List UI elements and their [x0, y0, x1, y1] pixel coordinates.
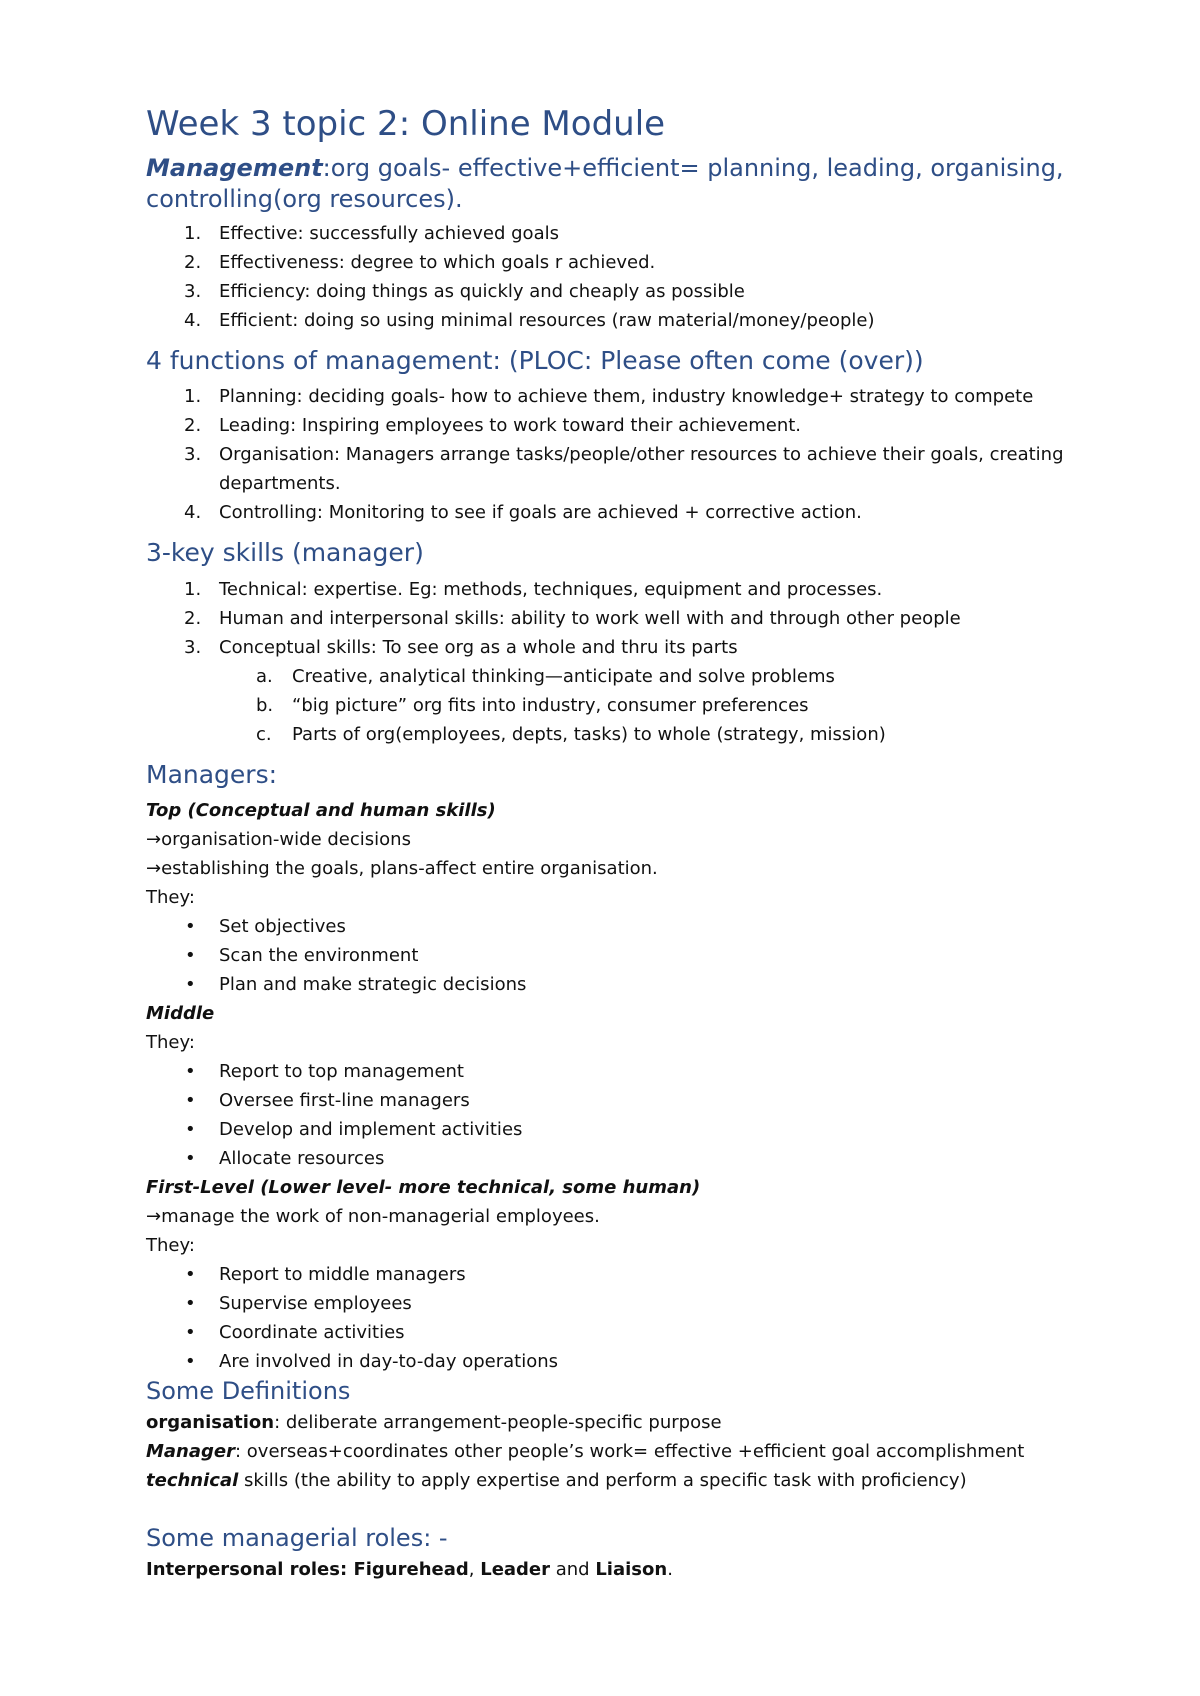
bullet-marker: • — [185, 973, 196, 995]
management-term: Management — [146, 153, 323, 182]
managers-heading: Managers: — [146, 759, 278, 789]
list-item-text: Efficient: doing so using minimal resources (raw material/money/people) — [219, 310, 875, 332]
list-item — [146, 382, 1066, 411]
management-list — [146, 219, 1066, 335]
list-number: 1. — [184, 223, 202, 245]
definition-text: skills (the ability to apply expertise and perform a specific task with proficiency) — [238, 1469, 967, 1491]
list-item-text: Controlling: Monitoring to see if goals are achieved + corrective action. — [219, 502, 862, 524]
middle-they: They: — [146, 1031, 195, 1053]
top-managers-label: Top (Conceptual and human skills) — [146, 799, 496, 821]
list-item-text: Creative, analytical thinking—anticipate and solve problems — [292, 665, 835, 687]
list-number: 4. — [184, 502, 202, 524]
skills-heading: 3-key skills (manager) — [146, 538, 424, 568]
interpersonal-roles — [146, 1555, 1066, 1584]
list-number: 4. — [184, 310, 202, 332]
sub-list-item — [146, 662, 1066, 691]
definition-text: : overseas+coordinates other people’s work= effective +efficient goal accomplishment — [235, 1440, 1025, 1462]
list-item-text: Leading: Inspiring employees to work toward their achievement. — [219, 415, 802, 437]
list-item — [146, 1086, 1066, 1115]
definition-term: Manager — [146, 1440, 235, 1462]
top-note: →establishing the goals, plans-affect entire organisation. — [146, 857, 658, 879]
definition-text: : deliberate arrangement-people-specific purpose — [274, 1411, 722, 1433]
functions-heading: 4 functions of management: (PLOC: Please often come (over)) — [146, 346, 924, 376]
definition-technical — [146, 1466, 1066, 1495]
roles-end: . — [667, 1558, 673, 1580]
spacer — [146, 1495, 1066, 1523]
middle-managers-label: Middle — [146, 1002, 215, 1024]
list-item — [146, 941, 1066, 970]
top-they: They: — [146, 886, 195, 908]
top-bullets — [146, 912, 1066, 999]
list-item-text: Plan and make strategic decisions — [219, 973, 527, 995]
list-item-text: Coordinate activities — [219, 1321, 405, 1343]
first-level-managers-label: First-Level (Lower level- more technical, some human) — [146, 1176, 701, 1198]
definition-manager — [146, 1437, 1066, 1466]
roles-label: Interpersonal roles: Figurehead — [146, 1558, 469, 1580]
role-leader: Leader — [480, 1558, 551, 1580]
bullet-marker: • — [185, 1292, 196, 1314]
list-letter: c. — [256, 723, 272, 745]
list-number: 2. — [184, 607, 202, 629]
list-number: 1. — [184, 386, 202, 408]
list-number: 3. — [184, 281, 202, 303]
list-item — [146, 1260, 1066, 1289]
list-item-text: Conceptual skills: To see org as a whole and thru its parts — [219, 636, 738, 658]
top-note: →organisation-wide decisions — [146, 828, 411, 850]
role-liaison: Liaison — [595, 1558, 668, 1580]
list-letter: b. — [256, 694, 274, 716]
definition-organisation — [146, 1408, 1066, 1437]
list-item — [146, 1057, 1066, 1086]
bullet-marker: • — [185, 1321, 196, 1343]
bullet-marker: • — [185, 1118, 196, 1140]
list-item — [146, 411, 1066, 440]
bullet-marker: • — [185, 1350, 196, 1372]
list-item — [146, 498, 1066, 527]
first-note: →manage the work of non-managerial employees. — [146, 1205, 600, 1227]
list-item-text: Scan the environment — [219, 944, 419, 966]
list-item — [146, 633, 1066, 662]
list-item — [146, 912, 1066, 941]
management-text: :org goals- effective+efficient= planning, leading, organising, controlling(org resources). — [146, 153, 1064, 213]
list-item-text: Organisation: Managers arrange tasks/people/other resources to achieve their goals, creating departments. — [219, 444, 1064, 495]
bullet-marker: • — [185, 1060, 196, 1082]
list-item — [146, 575, 1066, 604]
first-bullets — [146, 1260, 1066, 1376]
list-item-text: Parts of org(employees, depts, tasks) to whole (strategy, mission) — [292, 723, 886, 745]
list-item-text: Effectiveness: degree to which goals r achieved. — [219, 252, 656, 274]
bullet-marker: • — [185, 1089, 196, 1111]
definitions-heading: Some Definitions — [146, 1376, 351, 1405]
list-item — [146, 440, 1066, 498]
first-they: They: — [146, 1234, 195, 1256]
roles-heading: Some managerial roles: - — [146, 1523, 448, 1552]
list-item-text: Technical: expertise. Eg: methods, techniques, equipment and processes. — [219, 578, 883, 600]
list-item — [146, 1318, 1066, 1347]
definition-term: technical — [146, 1469, 239, 1491]
sub-list-item — [146, 691, 1066, 720]
list-item-text: “big picture” org fits into industry, consumer preferences — [292, 694, 809, 716]
functions-list — [146, 382, 1066, 527]
list-item-text: Human and interpersonal skills: ability to work well with and through other people — [219, 607, 961, 629]
list-item-text: Are involved in day-to-day operations — [219, 1350, 559, 1372]
list-number: 3. — [184, 444, 202, 466]
list-item — [146, 1115, 1066, 1144]
page-title: Week 3 topic 2: Online Module — [146, 104, 666, 144]
list-number: 3. — [184, 636, 202, 658]
list-item — [146, 306, 1066, 335]
bullet-marker: • — [185, 1263, 196, 1285]
bullet-marker: • — [185, 915, 196, 937]
list-item-text: Allocate resources — [219, 1147, 385, 1169]
middle-bullets — [146, 1057, 1066, 1173]
bullet-marker: • — [185, 944, 196, 966]
list-item — [146, 604, 1066, 633]
bullet-marker: • — [185, 1147, 196, 1169]
document-page — [146, 104, 1066, 1584]
list-item — [146, 1144, 1066, 1173]
list-item — [146, 1347, 1066, 1376]
list-number: 1. — [184, 578, 202, 600]
list-item — [146, 970, 1066, 999]
skills-list — [146, 575, 1066, 749]
list-item — [146, 277, 1066, 306]
management-definition — [146, 153, 1066, 215]
list-item-text: Report to middle managers — [219, 1263, 466, 1285]
definition-term: organisation — [146, 1411, 275, 1433]
list-item — [146, 248, 1066, 277]
list-item-text: Effective: successfully achieved goals — [219, 223, 559, 245]
list-number: 2. — [184, 415, 202, 437]
list-item-text: Efficiency: doing things as quickly and cheaply as possible — [219, 281, 745, 303]
list-item-text: Set objectives — [219, 915, 346, 937]
list-item-text: Planning: deciding goals- how to achieve them, industry knowledge+ strategy to compete — [219, 386, 1034, 408]
sub-list-item — [146, 720, 1066, 749]
list-item-text: Supervise employees — [219, 1292, 412, 1314]
list-item-text: Report to top management — [219, 1060, 464, 1082]
list-letter: a. — [256, 665, 273, 687]
list-item-text: Develop and implement activities — [219, 1118, 523, 1140]
list-item — [146, 1289, 1066, 1318]
list-number: 2. — [184, 252, 202, 274]
list-item-text: Oversee first-line managers — [219, 1089, 470, 1111]
list-item — [146, 219, 1066, 248]
roles-separator: , — [468, 1558, 481, 1580]
roles-conjunction: and — [550, 1558, 596, 1580]
